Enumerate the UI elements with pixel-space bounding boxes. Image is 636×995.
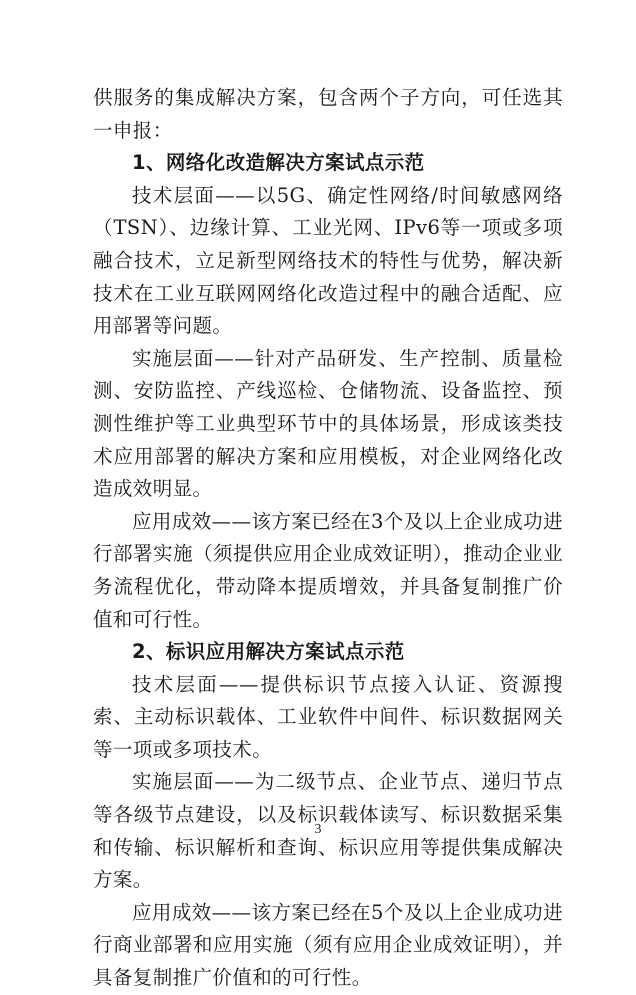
section-2-heading: 2、标识应用解决方案试点示范 [132, 640, 405, 664]
section-1-implementation-paragraph: 实施层面——针对产品研发、生产控制、质量检测、安防监控、产线巡检、仓储物流、设备监控、预测性维护等工业典型环节中的具体场景，形成该类技术应用部署的解决方案和应用模板，对企业网络化改造成效明显。 [93, 346, 563, 501]
document-body [93, 82, 563, 995]
section-2-implementation-paragraph: 实施层面——为二级节点、企业节点、递归节点等各级节点建设，以及标识载体读写、标识数据采集和传输、标识解析和查询、标识应用等提供集成解决方案。 [93, 770, 563, 892]
section-1-effect-paragraph: 应用成效——该方案已经在3个及以上企业成功进行部署实施（须提供应用企业成效证明），推动企业业务流程优化，带动降本提质增效，并具备复制推广价值和可行性。 [93, 509, 563, 631]
section-1-heading: 1、网络化改造解决方案试点示范 [132, 151, 425, 175]
section-2-effect-paragraph: 应用成效——该方案已经在5个及以上企业成功进行商业部署和应用实施（须有应用企业成效证明），并具备复制推广价值和的可行性。 [93, 900, 563, 990]
page-number: 3 [314, 822, 322, 837]
section-2-technical-paragraph: 技术层面——提供标识节点接入认证、资源搜索、主动标识载体、工业软件中间件、标识数据网关等一项或多项技术。 [93, 672, 563, 761]
section-1-technical-paragraph: 技术层面——以5G、确定性网络/时间敏感网络（TSN）、边缘计算、工业光网、IPv6等一项或多项融合技术，立足新型网络技术的特性与优势，解决新技术在工业互联网网络化改造过程中的融合适配、应用部署等问题。 [93, 183, 563, 338]
intro-paragraph: 供服务的集成解决方案，包含两个子方向，可任选其一申报： [93, 86, 563, 142]
